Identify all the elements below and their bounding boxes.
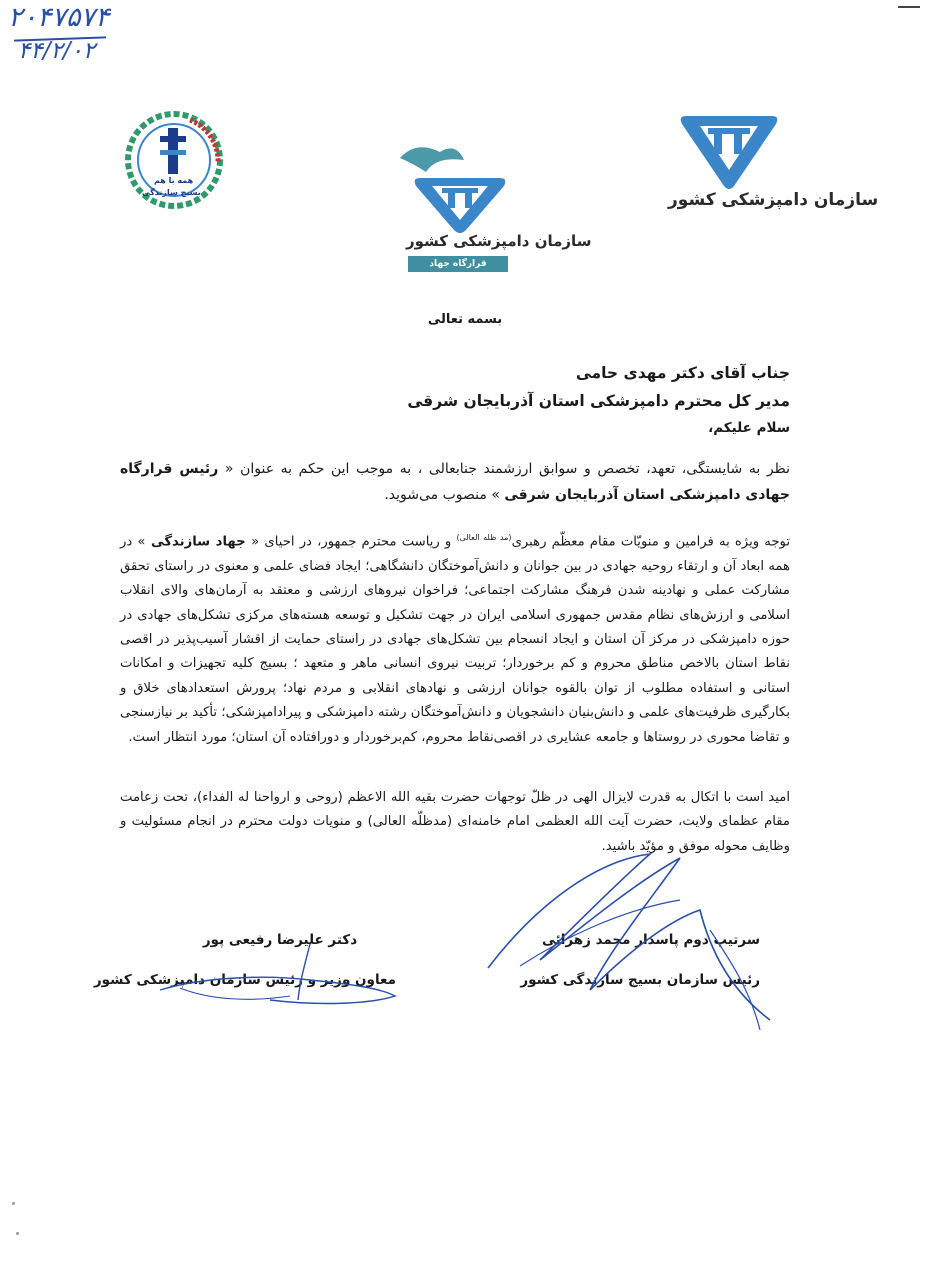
paragraph-appointment — [120, 456, 790, 508]
signer-right-name: سرتیپ دوم پاسدار محمد زهرائی — [542, 932, 760, 948]
basij-seal-text-2: بسیج سازندگی — [142, 188, 201, 197]
recipient-name: جناب آقای دکتر مهدی حامی — [575, 364, 790, 382]
scan-speck — [12, 1202, 15, 1205]
signer-right-title: رئیس سازمان بسیج سازندگی کشور — [520, 972, 760, 988]
appointed-position: رئیس قرارگاه جهادی دامپزشکی استان آذربایجان شرقی — [120, 461, 790, 503]
p2-lead: توجه ویژه به فرامین و منویّات مقام معظّم رهبری — [511, 534, 790, 550]
p2-mid: و ریاست محترم جمهور، در احیای « — [251, 534, 457, 550]
corner-mark — [898, 6, 920, 8]
vet-jihad-logo-center — [396, 138, 592, 285]
handwritten-number: ۲۰۴۷۵۷۴ — [8, 2, 110, 33]
p3-text: امید است با اتکال به قدرت لایزال الهی در ظلّ توجهات حضرت بقیه الله الاعظم (روحی و ارواحنا له الفداء)، تحت زعامت مقام عظمای ولایت، حضرت آیت الله العظمی امام خامنه‌ای (مدظلّه العالی) و منویات دولت محترم در انجام مسئولیت و وظایف محوله موفق و مؤیّد باشید. — [120, 790, 790, 854]
paragraph-expectations — [120, 526, 790, 750]
vet-jihad-wordmark: سازمان دامپزشکی کشور — [406, 232, 592, 250]
signature-left-handwritten — [150, 940, 410, 1020]
vet-org-wordmark-right: سازمان دامپزشکی کشور — [668, 190, 879, 210]
basmala: بسمه تعالی — [427, 312, 503, 327]
signature-right-handwritten — [480, 840, 780, 1040]
vet-org-logo-right — [668, 112, 879, 222]
basij-seal-text-1: همه با هم — [154, 176, 194, 185]
vet-jihad-caption: قرارگاه جهاد دامپزشکی — [408, 256, 508, 272]
p1-tail: » منصوب می‌شوید. — [384, 487, 500, 503]
signer-left-name: دکتر علیرضا رفیعی پور — [202, 932, 358, 948]
jihad-sazandegi: جهاد سازندگی — [145, 534, 252, 550]
scan-speck — [16, 1232, 19, 1235]
vet-org-emblem-icon — [668, 112, 790, 192]
p2-honorific: (مد ظله العالی) — [456, 533, 512, 542]
greeting: سلام علیکم، — [708, 420, 790, 436]
recipient-title: مدیر کل محترم دامپزشکی استان آذربایجان شرقی — [407, 392, 790, 410]
handwritten-date: ۴۴/۲/۰۲ — [18, 38, 96, 64]
p2-body: » در همه ابعاد آن و ارتقاء روحیه جهادی در بین جوانان و دانش‌آموختگان دانشگاهی؛ ایجاد فضای علمی و معنوی در راستای تحقق مشارکت عملی و نهادینه شدن فرهنگ مشارکت اجتماعی؛ فراخوان نیروهای ارزشی و معتقد به آرمان‌های والای انقلاب اسلامی و ارزش‌های نظام مقدس جمهوری اسلامی ایران در جهت تشکیل و توسعه هسته‌های مرکزی تشکل‌های جهادی در حوزه دامپزشکی در مرکز آن استان و ایجاد انسجام بین تشکل‌های جهادی در راستای حمایت از اقشار آسیب‌پذیر در اقصی نقاط استان بالاخص مناطق محروم و کم برخوردار؛ تربیت نیروی انسانی ماهر و متعهد ؛ بسیج کلیه تجهیزات و امکانات استانی و استفاده مطلوب از توان بالقوه جوانان ارزشی و نهادهای انقلابی و مردم نهاد؛ پرورش استعدادهای خلاق و بکارگیری ظرفیت‌های علمی و دانش‌بنیان دانشجویان و دانش‌آموختگان رشته دامپزشکی و پیرادامپزشکی؛ تأکید بر نیازسنجی و تقاضا محوری در روستاها و جامعه عشایری در اقصی‌نقاط محروم، کم‌برخوردار و دورافتاده آن استان؛ مورد انتظار است. — [120, 534, 790, 745]
vet-jihad-emblem-icon — [396, 138, 516, 234]
p1-lead: نظر به شایستگی، تعهد، تخصص و سوابق ارزشمند جنابعالی ، به موجب این حکم به عنوان « — [224, 461, 791, 477]
signer-left-title: معاون وزیر و رئیس سازمان دامپزشکی کشور — [93, 972, 396, 988]
basij-seal-logo — [120, 110, 228, 210]
